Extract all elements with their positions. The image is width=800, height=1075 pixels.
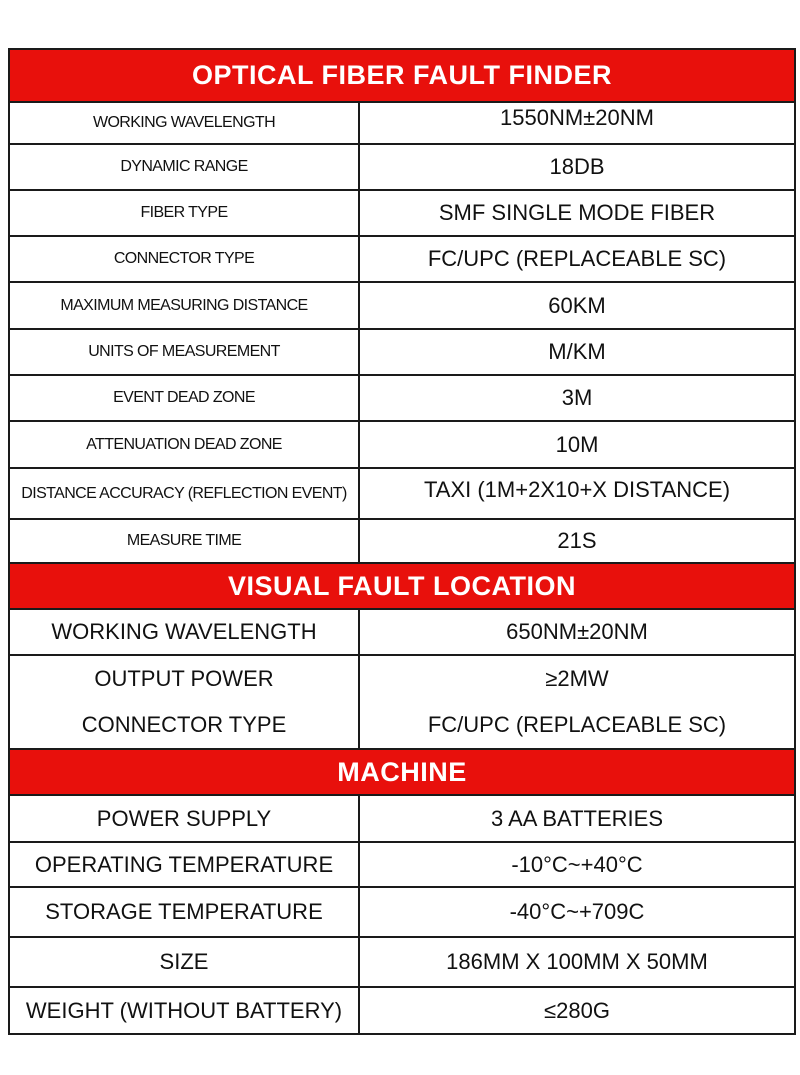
row-label: DYNAMIC RANGE bbox=[10, 145, 360, 189]
row-label: ATTENUATION DEAD ZONE bbox=[10, 422, 360, 467]
row-value: M/KM bbox=[548, 339, 606, 364]
row-value: FC/UPC (REPLACEABLE SC) bbox=[427, 246, 727, 271]
table-row bbox=[10, 520, 794, 564]
row-value: 3 AA BATTERIES bbox=[491, 805, 663, 831]
table-row bbox=[10, 888, 794, 938]
row-value: 186MM X 100MM X 50MM bbox=[446, 949, 708, 974]
table-row bbox=[10, 610, 794, 656]
table-row bbox=[10, 191, 794, 237]
row-label: FIBER TYPE bbox=[10, 191, 360, 235]
row-label: WORKING WAVELENGTH bbox=[10, 103, 360, 143]
row-label: MAXIMUM MEASURING DISTANCE bbox=[10, 283, 360, 328]
row-label: WEIGHT (WITHOUT BATTERY) bbox=[10, 988, 360, 1033]
row-value: SMF SINGLE MODE FIBER bbox=[438, 200, 716, 225]
row-label: CONNECTOR TYPE bbox=[10, 237, 360, 281]
section-header-machine: MACHINE bbox=[10, 750, 794, 796]
table-row bbox=[10, 330, 794, 376]
table-row bbox=[10, 422, 794, 469]
row-label: DISTANCE ACCURACY (REFLECTION EVENT) bbox=[10, 469, 360, 518]
section-header-optical-fiber-fault-finder: OPTICAL FIBER FAULT FINDER bbox=[10, 50, 794, 103]
row-value: ≥2MW bbox=[545, 666, 609, 691]
table-row bbox=[10, 145, 794, 191]
row-value: -10°C~+40°C bbox=[511, 851, 643, 877]
table-row bbox=[10, 938, 794, 988]
table-row bbox=[10, 237, 794, 283]
row-label: WORKING WAVELENGTH bbox=[10, 610, 360, 654]
row-label: UNITS OF MEASUREMENT bbox=[10, 330, 360, 374]
row-value: -40°C~+709C bbox=[509, 899, 645, 924]
section-header-visual-fault-location: VISUAL FAULT LOCATION bbox=[10, 564, 794, 610]
table-row bbox=[10, 469, 794, 520]
row-label: STORAGE TEMPERATURE bbox=[10, 888, 360, 936]
row-value: 1550NM±20NM bbox=[500, 105, 654, 130]
table-row bbox=[10, 843, 794, 888]
row-label: POWER SUPPLY bbox=[10, 796, 360, 841]
row-value: 10M bbox=[555, 431, 599, 457]
row-label: EVENT DEAD ZONE bbox=[10, 376, 360, 420]
table-row bbox=[10, 656, 794, 702]
table-row bbox=[10, 796, 794, 843]
row-label: SIZE bbox=[10, 938, 360, 986]
table-row bbox=[10, 988, 794, 1033]
row-value: ≤280G bbox=[544, 997, 610, 1023]
row-label: OPERATING TEMPERATURE bbox=[10, 843, 360, 886]
spec-table bbox=[8, 48, 796, 1035]
table-row bbox=[10, 702, 794, 750]
row-label: OUTPUT POWER bbox=[10, 656, 360, 702]
row-value: 60KM bbox=[548, 292, 606, 318]
row-label: MEASURE TIME bbox=[10, 520, 360, 562]
table-row bbox=[10, 103, 794, 145]
row-value: 18DB bbox=[549, 154, 605, 179]
row-value: FC/UPC (REPLACEABLE SC) bbox=[427, 712, 727, 737]
row-value: 21S bbox=[557, 528, 597, 553]
table-row bbox=[10, 283, 794, 330]
row-value: 3M bbox=[561, 385, 593, 410]
row-label: CONNECTOR TYPE bbox=[10, 702, 360, 748]
row-value: TAXI (1M+2X10+X DISTANCE) bbox=[423, 477, 731, 502]
table-row bbox=[10, 376, 794, 422]
row-value: 650NM±20NM bbox=[506, 619, 648, 644]
